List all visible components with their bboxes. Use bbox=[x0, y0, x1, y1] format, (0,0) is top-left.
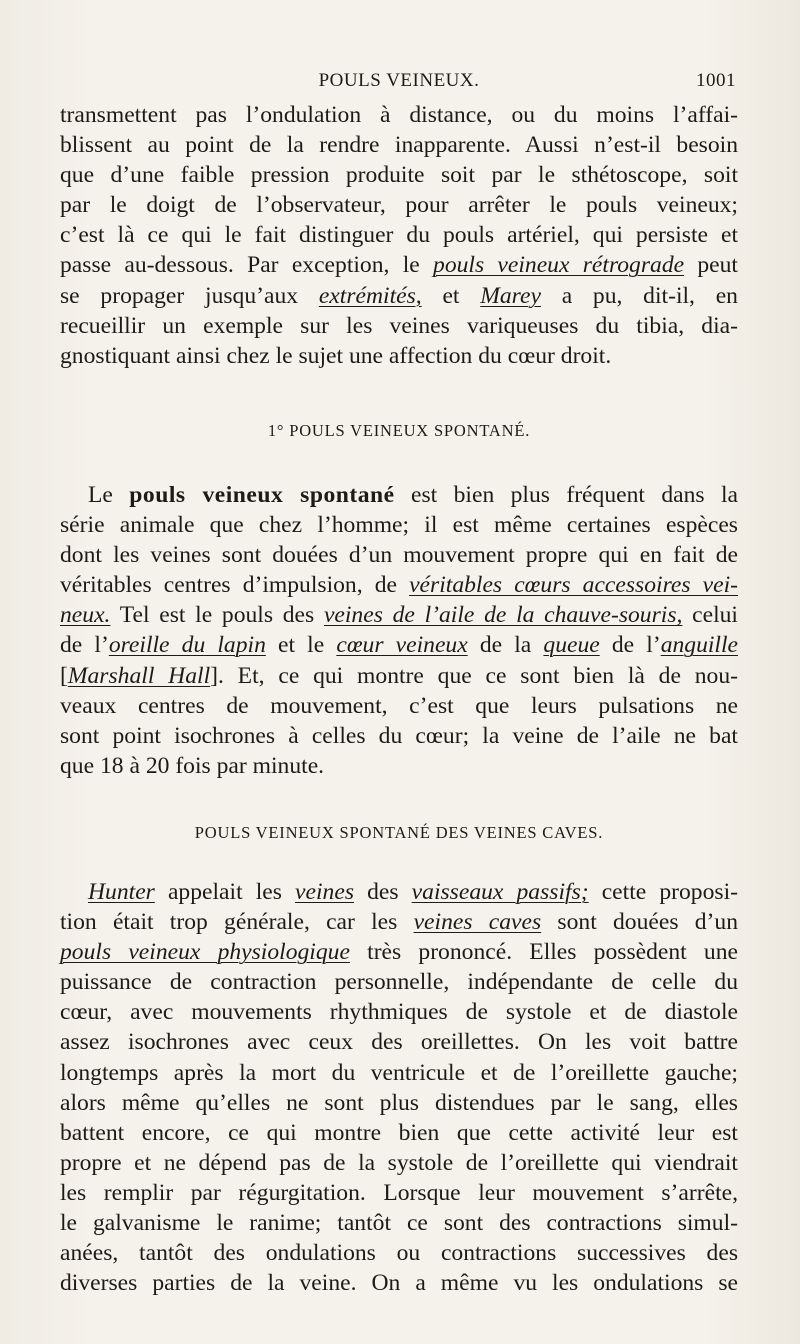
text-line: gnostiquant ainsi chez le sujet une affection du cœur droit. bbox=[60, 342, 612, 369]
text-line bbox=[60, 600, 738, 630]
paragraph-venae-cavae bbox=[60, 877, 738, 1298]
text-line: anées, tantôt des ondulations ou contractions successives des bbox=[60, 1240, 738, 1267]
text-run: cette proposi- bbox=[588, 879, 738, 905]
text-line bbox=[60, 877, 738, 907]
section-heading-spontaneous: 1° POULS VEINEUX SPONTANÉ. bbox=[267, 421, 531, 440]
text-run: est bien plus fréquent dans la bbox=[394, 482, 738, 508]
section-heading-venae-cavae: POULS VEINEUX SPONTANÉ DES VEINES CAVES. bbox=[194, 823, 604, 842]
emphasis-text: cœur veineux bbox=[336, 632, 468, 659]
text-line: propre et ne dépend pas de la systole de l’oreillette qui viendrait bbox=[60, 1149, 738, 1176]
text-line: puissance de contraction personnelle, indépendante de celle du bbox=[60, 969, 738, 996]
emphasis-text: vaisseaux passifs; bbox=[411, 879, 589, 905]
text-line: par le doigt de l’observateur, pour arrêter le pouls veineux; bbox=[60, 192, 738, 219]
text-line: que 18 à 20 fois par minute. bbox=[60, 752, 325, 779]
text-line bbox=[60, 250, 738, 280]
text-run: et le bbox=[265, 632, 337, 659]
text-run: peut bbox=[684, 252, 738, 279]
text-line bbox=[60, 907, 738, 937]
text-line: transmettent pas l’ondulation à distance, ou du moins l’affai- bbox=[60, 102, 738, 128]
text-line: série animale que chez l’homme; il est même certaines espèces bbox=[60, 512, 738, 539]
text-line bbox=[60, 937, 738, 967]
emphasis-text: pouls veineux physiologique bbox=[60, 939, 350, 966]
emphasis-text: queue bbox=[543, 632, 600, 659]
text-line: dont les veines sont douées d’un mouvement propre qui en fait de bbox=[60, 542, 738, 569]
text-line: sont point isochrones à celles du cœur; la veine de l’aile ne bat bbox=[60, 722, 738, 749]
text-run: et bbox=[421, 282, 481, 309]
text-run: de l’ bbox=[599, 632, 661, 659]
text-run: tion était trop générale, car les bbox=[60, 909, 414, 936]
text-line: cœur, avec mouvements rhythmiques de systole et de diastole bbox=[60, 999, 738, 1026]
page-header bbox=[60, 70, 738, 94]
text-line bbox=[60, 661, 738, 691]
text-run: Tel est le pouls des bbox=[110, 602, 324, 629]
author-name: Marey bbox=[480, 282, 541, 309]
text-line: le galvanisme le ranime; tantôt ce sont des contractions simul- bbox=[60, 1210, 738, 1237]
emphasis-text: oreille du lapin bbox=[108, 632, 266, 659]
author-name: Marshall Hall bbox=[67, 662, 211, 689]
text-run: a pu, dit-il, en bbox=[540, 282, 738, 309]
paragraph-intro bbox=[60, 100, 738, 371]
text-run: de la bbox=[467, 632, 544, 659]
text-run: véritables centres d’impulsion, de bbox=[60, 572, 410, 599]
text-line: diverses parties de la veine. On a même vu les ondulations se bbox=[60, 1270, 738, 1297]
emphasis-text: neux. bbox=[60, 602, 111, 629]
text-run: se propager jusqu’aux bbox=[60, 282, 319, 309]
text-line: blissent au point de la rendre inapparente. Aussi n’est-il besoin bbox=[60, 132, 738, 159]
text-run: appelait les bbox=[154, 879, 296, 905]
paragraph-spontaneous bbox=[60, 480, 738, 781]
text-line: recueillir un exemple sur les veines variqueuses du tibia, dia- bbox=[60, 312, 738, 339]
emphasis-text: veines de l’aile de la chauve-souris, bbox=[323, 602, 683, 629]
text-run: ]. Et, ce qui montre que ce sont bien là de nou- bbox=[210, 662, 738, 689]
text-run: sont douées d’un bbox=[541, 909, 738, 936]
emphasis-text: véritables cœurs accessoires vei- bbox=[409, 572, 738, 599]
emphasis-text: pouls veineux rétrograde bbox=[433, 252, 685, 279]
text-line: longtemps après la mort du ventricule et de l’oreillette gauche; bbox=[60, 1059, 738, 1086]
text-line bbox=[60, 570, 738, 600]
text-line bbox=[60, 281, 738, 311]
text-run: très prononcé. Elles possèdent une bbox=[349, 939, 738, 966]
text-line: assez isochrones avec ceux des oreillettes. On les voit battre bbox=[60, 1029, 738, 1056]
emphasis-text: extrémités, bbox=[318, 282, 422, 309]
text-line: alors même qu’elles ne sont plus distendues par le sang, elles bbox=[60, 1089, 738, 1116]
text-line: les remplir par régurgitation. Lorsque leur mouvement s’arrête, bbox=[60, 1179, 738, 1206]
text-run: [ bbox=[60, 662, 68, 689]
text-line bbox=[60, 480, 738, 510]
text-run: celui bbox=[682, 602, 738, 629]
text-line: battent encore, ce qui montre bien que cette activité leur est bbox=[60, 1119, 738, 1146]
running-title: POULS VEINEUX. bbox=[318, 70, 480, 91]
text-run: passe au-dessous. Par exception, le bbox=[60, 252, 434, 279]
emphasis-text: anguille bbox=[660, 632, 739, 659]
author-name: Hunter bbox=[88, 879, 155, 905]
text-line: veaux centres de mouvement, c’est que leurs pulsations ne bbox=[60, 692, 738, 719]
text-run: Le bbox=[88, 482, 130, 508]
text-line bbox=[60, 630, 738, 660]
text-line: c’est là ce qui le fait distinguer du pouls artériel, qui persiste et bbox=[60, 222, 738, 249]
emphasis-text: veines caves bbox=[413, 909, 542, 936]
emphasis-text: veines bbox=[295, 879, 354, 905]
page-number: 1001 bbox=[696, 70, 736, 91]
text-run: de l’ bbox=[60, 632, 109, 659]
text-line: que d’une faible pression produite soit par le sthétoscope, soit bbox=[60, 162, 738, 189]
bold-term: pouls veineux spontané bbox=[129, 482, 395, 508]
text-run: des bbox=[354, 879, 412, 905]
